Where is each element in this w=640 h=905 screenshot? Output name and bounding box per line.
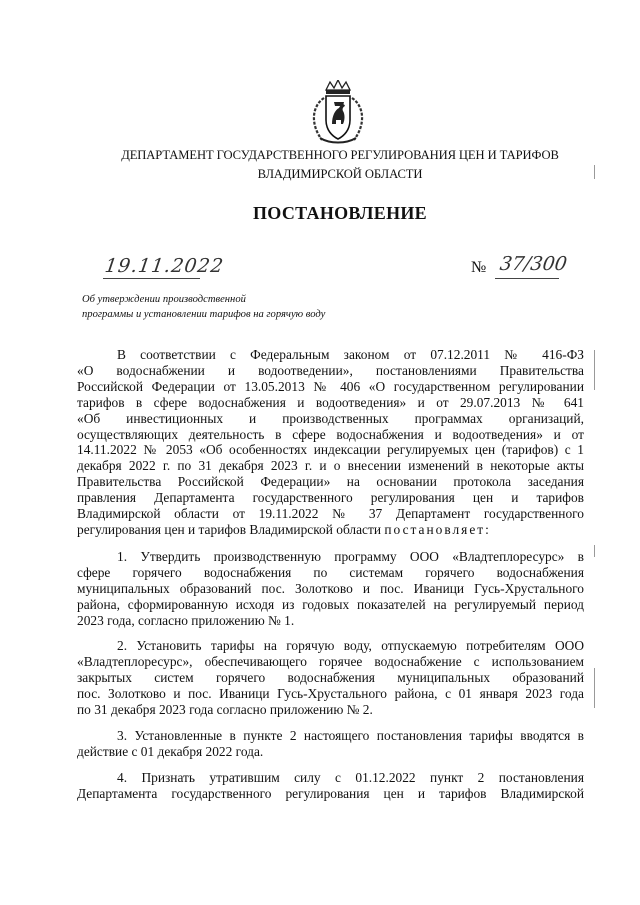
number-underline xyxy=(495,278,559,279)
item-3-paragraph xyxy=(77,728,584,760)
item-1-paragraph xyxy=(77,549,584,629)
document-number: 37/300 xyxy=(498,253,569,275)
intro-line: правления Департамента государственного регулирования цен и тарифов xyxy=(77,490,584,506)
document-type-title: ПОСТАНОВЛЕНИЕ xyxy=(253,203,427,223)
item-3-line: 3. Установленные в пункте 2 настоящего постановления тарифы вводятся в xyxy=(117,728,584,743)
scan-artifact xyxy=(594,668,595,708)
scan-artifact xyxy=(594,165,595,179)
intro-line: «О водоснабжении и водоотведении», постановлениями Правительства xyxy=(77,362,584,378)
item-1-line: муниципальных образований пос. Золотково и пос. Иваници Гусь-Хрустального xyxy=(77,580,584,596)
document-number-label: № xyxy=(471,259,487,276)
department-name-line1: ДЕПАРТАМЕНТ ГОСУДАРСТВЕННОГО РЕГУЛИРОВАНИЯ ЦЕН И ТАРИФОВ xyxy=(121,148,559,162)
item-2-line: закрытых систем горячего водоснабжения муниципальных образований xyxy=(77,669,584,685)
item-4-line: Департамента государственного регулирования цен и тарифов Владимирской xyxy=(77,785,584,801)
department-name-line2: ВЛАДИМИРСКОЙ ОБЛАСТИ xyxy=(257,167,423,181)
item-3-line: действие с 01 декабря 2022 года. xyxy=(77,743,264,759)
item-1-line: 1. Утвердить производственную программу ООО «Владтеплоресурс» в xyxy=(117,549,584,564)
intro-line: 14.11.2022 № 2053 «Об особенностях индексации регулируемых цен (тарифов) с 1 xyxy=(77,442,584,458)
coat-of-arms-emblem xyxy=(308,80,368,146)
intro-line: Российской Федерации от 13.05.2013 № 406 «О государственном регулировании xyxy=(77,378,584,394)
intro-line: Правительства Российской Федерации» на основании протокола заседания xyxy=(77,474,584,490)
item-2-line: «Владтеплоресурс», обеспечивающего горячее водоснабжение с использованием xyxy=(77,653,584,669)
item-2-line: по 31 декабря 2023 года согласно приложению № 2. xyxy=(77,701,373,717)
intro-last-line xyxy=(77,522,584,538)
document-date: 19.11.2022 xyxy=(103,255,226,277)
intro-line: осуществляющих деятельность в сфере водоснабжения и водоотведения» и от xyxy=(77,426,584,442)
scan-artifact xyxy=(594,350,595,390)
intro-last-prefix: регулирования цен и тарифов Владимирской области xyxy=(77,521,385,537)
date-underline xyxy=(103,278,200,279)
item-2-line: 2. Установить тарифы на горячую воду, отпускаемую потребителям ООО xyxy=(117,638,584,653)
intro-line: «Об инвестиционных и производственных программах организаций, xyxy=(77,410,584,426)
intro-line: В соответствии с Федеральным законом от 07.12.2011 № 416-ФЗ xyxy=(117,347,584,362)
subject-line1: Об утверждении производственной xyxy=(82,294,246,305)
intro-line: Владимирской области от 19.11.2022 № 37 Департамент государственного xyxy=(77,506,584,522)
item-1-line: 2023 года, согласно приложению № 1. xyxy=(77,612,295,628)
subject-line2: программы и установлении тарифов на горячую воду xyxy=(82,309,326,320)
item-2-line: пос. Золотково и пос. Иваници Гусь-Хрустального района, с 01 января 2023 года xyxy=(77,685,584,701)
resolves-word: постановляет: xyxy=(384,521,491,537)
item-4-line: 4. Признать утратившим силу с 01.12.2022 пункт 2 постановления xyxy=(117,770,584,785)
item-4-paragraph xyxy=(77,770,584,802)
intro-paragraph xyxy=(77,347,584,538)
item-1-line: района, сформированную исходя из годовых показателей на регулируемый период xyxy=(77,596,584,612)
item-2-paragraph xyxy=(77,638,584,718)
intro-line: тарифов в сфере водоснабжения и водоотведения» и от 29.07.2013 № 641 xyxy=(77,394,584,410)
intro-line: декабря 2022 г. по 31 декабря 2023 г. и о внесении изменений в некоторые акты xyxy=(77,458,584,474)
scan-artifact xyxy=(594,545,595,557)
item-1-line: сфере горячего водоснабжения по системам горячего водоснабжения xyxy=(77,564,584,580)
